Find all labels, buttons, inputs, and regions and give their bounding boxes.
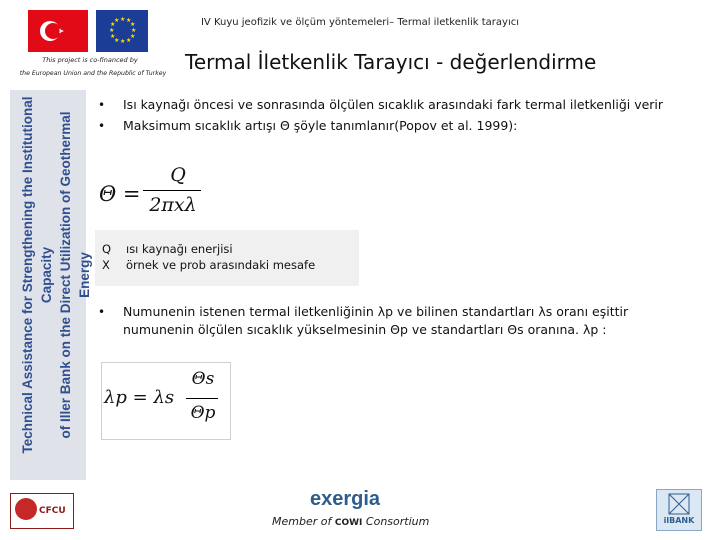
cowi-logo: COWI bbox=[334, 518, 363, 528]
eu-flag-icon bbox=[96, 10, 148, 52]
bullet-dot: • bbox=[98, 305, 106, 319]
formula-2-lhs: λp = λs bbox=[104, 387, 175, 408]
bullet-dot: • bbox=[98, 119, 106, 133]
svg-text:★: ★ bbox=[114, 17, 120, 24]
turkey-flag-icon bbox=[28, 10, 88, 52]
bullet-dot: • bbox=[98, 98, 106, 112]
svg-text:★: ★ bbox=[120, 38, 126, 45]
definition-q-symbol: Q bbox=[102, 242, 112, 256]
svg-text:★: ★ bbox=[126, 17, 132, 24]
cofinanced-text: This project is co-financed by bbox=[42, 56, 138, 64]
side-band-text bbox=[18, 90, 92, 460]
member-prefix: Member of bbox=[272, 515, 332, 528]
definition-x-symbol: X bbox=[102, 258, 110, 272]
svg-text:★: ★ bbox=[120, 16, 126, 23]
side-band-line-1: Technical Assistance for Strengthening the Institutional Capacity bbox=[20, 96, 54, 454]
header-title: IV Kuyu jeofizik ve ölçüm yöntemeleri– Termal iletkenlik tarayıcı bbox=[200, 17, 520, 28]
formula-1-lhs: Θ = bbox=[99, 182, 141, 206]
svg-text:★: ★ bbox=[110, 21, 116, 28]
member-line bbox=[272, 515, 429, 528]
fraction-bar bbox=[186, 398, 218, 399]
svg-text:★: ★ bbox=[110, 33, 116, 40]
ilbank-logo bbox=[656, 489, 702, 531]
fraction-bar bbox=[143, 190, 201, 191]
cofinanced-text-2: the European Union and the Republic of Turkey bbox=[19, 70, 167, 77]
cfcu-emblem-icon bbox=[15, 498, 37, 520]
definition-q-text: ısı kaynağı enerjisi bbox=[126, 242, 233, 256]
formula-2-denominator: Θp bbox=[190, 403, 216, 423]
page-title: Termal İletkenlik Tarayıcı - değerlendirme bbox=[185, 50, 597, 74]
svg-text:★: ★ bbox=[130, 21, 136, 28]
member-suffix: Consortium bbox=[365, 515, 430, 528]
exergia-logo: exergia bbox=[310, 488, 381, 510]
svg-text:★: ★ bbox=[130, 33, 136, 40]
svg-text:★: ★ bbox=[114, 37, 120, 44]
formula-2-numerator: Θs bbox=[191, 369, 215, 389]
bullet-2: Maksimum sıcaklık artışı Θ şöyle tanımlanır(Popov et al. 1999): bbox=[123, 118, 518, 133]
formula-1-numerator: Q bbox=[170, 164, 186, 186]
formula-2 bbox=[101, 362, 231, 440]
bullet-3-line-2: numunenin ölçülen sıcaklık yükselmesinin Θp ve standartları Θs oranına. λp : bbox=[123, 322, 607, 337]
side-band-line-2: of Iller Bank on the Direct Utilization of Geothermal Energy bbox=[58, 111, 92, 439]
bullet-3-line-1: Numunenin istenen termal iletkenliğinin λp ve bilinen standartları λs oranı eşittir bbox=[123, 304, 629, 319]
definition-x-text: örnek ve prob arasındaki mesafe bbox=[126, 258, 316, 272]
svg-text:★: ★ bbox=[126, 37, 132, 44]
svg-text:★: ★ bbox=[109, 27, 115, 34]
ilbank-label: ilBANK bbox=[663, 516, 695, 525]
formula-1 bbox=[95, 162, 359, 230]
cfcu-label: CFCU bbox=[39, 506, 66, 516]
svg-text:★: ★ bbox=[131, 27, 137, 34]
bullet-1: Isı kaynağı öncesi ve sonrasında ölçülen sıcaklık arasındaki fark termal iletkenliği verir bbox=[123, 97, 664, 112]
formula-1-denominator: 2πxλ bbox=[149, 194, 197, 216]
